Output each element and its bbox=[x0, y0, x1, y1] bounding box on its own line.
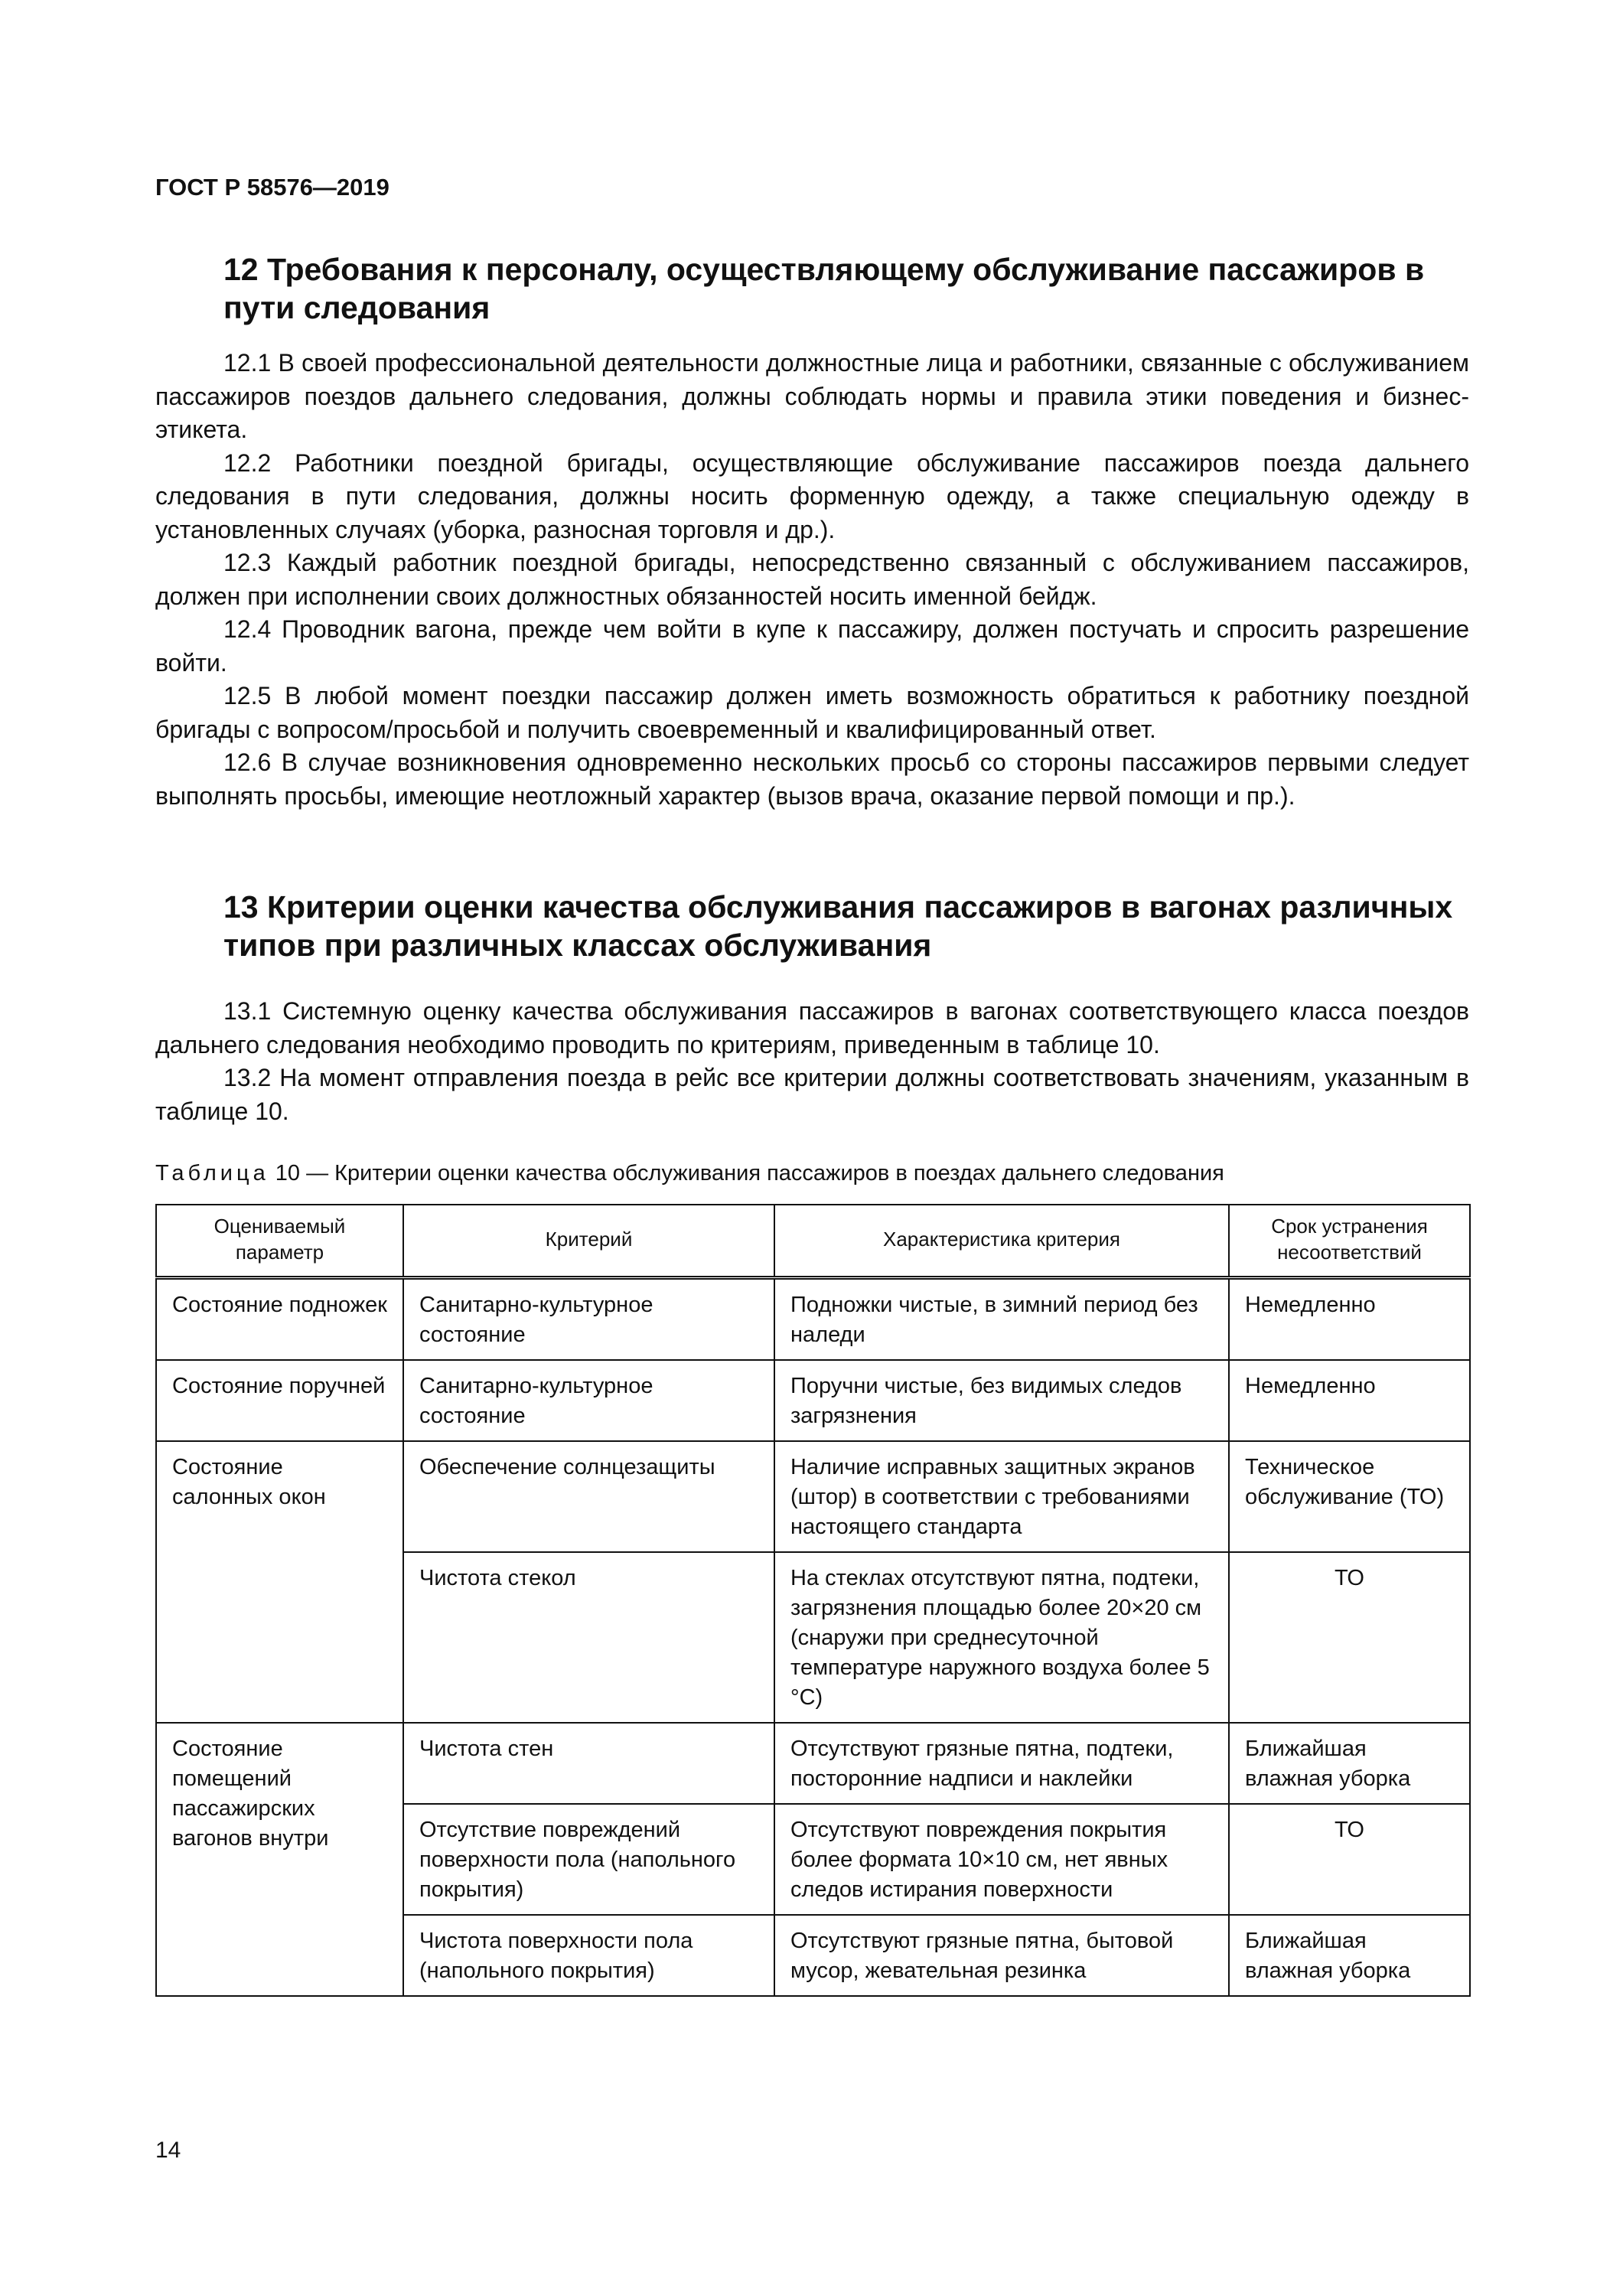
cell-deadline: Немедленно bbox=[1229, 1360, 1470, 1441]
table-row bbox=[156, 1441, 1470, 1552]
paragraph-12-3: 12.3 Каждый работник поездной бригады, непосредственно связанный с обслуживанием пассажиров, должен при исполнении своих должностных обязанностей носить именной бейдж. bbox=[155, 549, 1469, 610]
cell-criterion: Отсутствие повреждений поверхности пола (напольного покрытия) bbox=[403, 1804, 774, 1915]
cell-criterion: Санитарно-культурное состояние bbox=[403, 1360, 774, 1441]
paragraph-13-2: 13.2 На момент отправления поезда в рейс все критерии должны соответствовать значениям, указанным в таблице 10. bbox=[155, 1064, 1469, 1125]
cell-characteristic: На стеклах отсутствуют пятна, подтеки, загрязнения площадью более 20×20 см (снаружи при среднесуточной температуре наружного воздуха более 5 °С) bbox=[774, 1552, 1229, 1723]
paragraph-12-4: 12.4 Проводник вагона, прежде чем войти в купе к пассажиру, должен постучать и спросить разрешение войти. bbox=[155, 615, 1469, 677]
cell-criterion: Чистота поверхности пола (напольного покрытия) bbox=[403, 1915, 774, 1996]
cell-deadline: Ближайшая влажная уборка bbox=[1229, 1915, 1470, 1996]
cell-deadline: ТО bbox=[1229, 1552, 1470, 1723]
paragraph-12-6: 12.6 В случае возникновения одновременно нескольких просьб со стороны пассажиров первыми следует выполнять просьбы, имеющие неотложный характер (вызов врача, оказание первой помощи и пр.). bbox=[155, 748, 1469, 810]
cell-criterion: Санитарно-культурное состояние bbox=[403, 1278, 774, 1361]
header-parameter: Оцениваемый параметр bbox=[156, 1205, 403, 1278]
cell-parameter: Состояние подножек bbox=[156, 1278, 403, 1361]
cell-parameter: Состояние поручней bbox=[156, 1360, 403, 1441]
paragraph-12-5: 12.5 В любой момент поездки пассажир должен иметь возможность обратиться к работнику поездной бригады с вопросом/просьбой и получить своевременный и квалифицированный ответ. bbox=[155, 682, 1469, 743]
table-caption bbox=[155, 1161, 1224, 1186]
cell-deadline: Ближайшая влажная уборка bbox=[1229, 1723, 1470, 1804]
section-12-body bbox=[155, 347, 1469, 813]
table-row bbox=[156, 1360, 1470, 1441]
cell-deadline: ТО bbox=[1229, 1804, 1470, 1915]
table-caption-label: Таблица bbox=[155, 1161, 269, 1186]
cell-criterion: Обеспечение солнцезащиты bbox=[403, 1441, 774, 1552]
section-13-heading: 13 Критерии оценки качества обслуживания пассажиров в вагонах различных типов при различных классах обслуживания bbox=[223, 889, 1453, 963]
cell-deadline: Немедленно bbox=[1229, 1278, 1470, 1361]
paragraph-12-1: 12.1 В своей профессиональной деятельности должностные лица и работники, связанные с обслуживанием пассажиров поездов дальнего следования, должны соблюдать нормы и правила этики поведения и бизнес-этикета. bbox=[155, 349, 1469, 443]
header-characteristic: Характеристика критерия bbox=[774, 1205, 1229, 1278]
table-caption-text: 10 — Критерии оценки качества обслуживания пассажиров в поездах дальнего следования bbox=[275, 1161, 1224, 1186]
section-12-heading: 12 Требования к персоналу, осуществляющему обслуживание пассажиров в пути следования bbox=[223, 252, 1425, 325]
cell-characteristic: Поручни чистые, без видимых следов загрязнения bbox=[774, 1360, 1229, 1441]
paragraph-12-2: 12.2 Работники поездной бригады, осуществляющие обслуживание пассажиров поезда дальнего следования в пути следования, должны носить форменную одежду, а также специальную одежду в установленных случаях (уборка, разносная торговля и др.). bbox=[155, 448, 1469, 543]
paragraph-13-1: 13.1 Системную оценку качества обслуживания пассажиров в вагонах соответствующего класса поездов дальнего следования необходимо проводить по критериям, приведенным в таблице 10. bbox=[155, 997, 1469, 1058]
cell-characteristic: Отсутствуют грязные пятна, бытовой мусор, жевательная резинка bbox=[774, 1915, 1229, 1996]
table-header-row bbox=[156, 1205, 1470, 1278]
cell-deadline: Техническое обслуживание (ТО) bbox=[1229, 1441, 1470, 1552]
cell-characteristic: Наличие исправных защитных экранов (штор) в соответствии с требованиями настоящего стандарта bbox=[774, 1441, 1229, 1552]
cell-characteristic: Отсутствуют повреждения покрытия более формата 10×10 см, нет явных следов истирания поверхности bbox=[774, 1804, 1229, 1915]
criteria-table bbox=[155, 1204, 1471, 1997]
cell-characteristic: Подножки чистые, в зимний период без наледи bbox=[774, 1278, 1229, 1361]
header-criterion: Критерий bbox=[403, 1205, 774, 1278]
table-row bbox=[156, 1723, 1470, 1804]
document-code: ГОСТ Р 58576—2019 bbox=[155, 174, 389, 201]
table-row bbox=[156, 1278, 1470, 1361]
cell-criterion: Чистота стекол bbox=[403, 1552, 774, 1723]
cell-criterion: Чистота стен bbox=[403, 1723, 774, 1804]
cell-parameter: Состояние салонных окон bbox=[156, 1441, 403, 1723]
section-13-body bbox=[155, 995, 1469, 1128]
cell-parameter: Состояние помещений пассажирских вагонов внутри bbox=[156, 1723, 403, 1996]
header-deadline: Срок устранения несоответствий bbox=[1229, 1205, 1470, 1278]
page-number: 14 bbox=[155, 2138, 181, 2163]
cell-characteristic: Отсутствуют грязные пятна, подтеки, посторонние надписи и наклейки bbox=[774, 1723, 1229, 1804]
